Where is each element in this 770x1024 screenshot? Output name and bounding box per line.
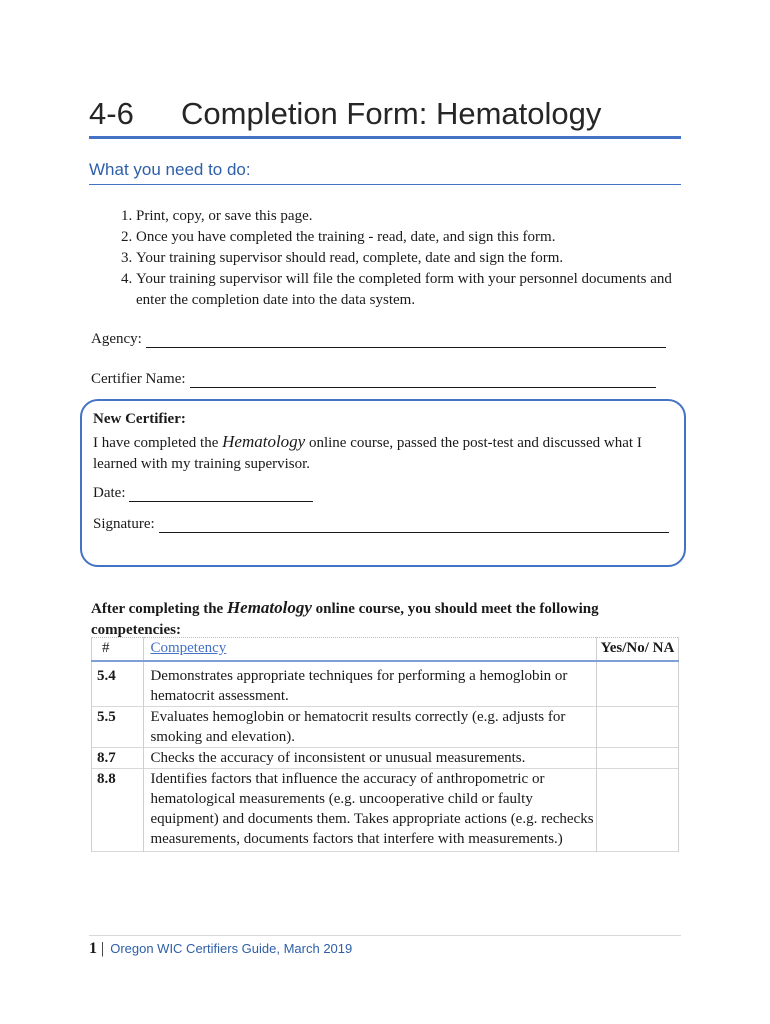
page-number: 1 [89, 940, 97, 957]
row-num: 5.5 [92, 707, 144, 748]
certifier-name-field [91, 371, 656, 388]
competency-table [91, 637, 679, 852]
row-num: 5.4 [92, 661, 144, 707]
row-text: Demonstrates appropriate techniques for performing a hemoglobin or hematocrit assessment. [144, 661, 596, 707]
row-yes-no-cell[interactable] [596, 707, 678, 748]
table-row [92, 748, 679, 769]
row-yes-no-cell[interactable] [596, 748, 678, 769]
subheading: What you need to do: [89, 160, 681, 185]
course-name: Hematology [222, 432, 306, 451]
list-item: 2. Once you have completed the training - read, date, and sign this form. [136, 227, 696, 248]
signature-field [93, 516, 669, 533]
row-yes-no-cell[interactable] [596, 661, 678, 707]
agency-label: Agency: [91, 331, 142, 347]
row-num: 8.7 [92, 748, 144, 769]
page-footer [89, 935, 681, 958]
header-num: # [92, 638, 144, 662]
competencies-heading [91, 597, 651, 641]
list-item: 4. Your training supervisor will file the completed form with your personnel documents and enter the completion date into the data system. [136, 269, 696, 311]
row-num: 8.8 [92, 769, 144, 852]
table-row [92, 707, 679, 748]
section-number: 4-6 [89, 96, 134, 131]
footer-separator: | [101, 940, 105, 957]
agency-field [91, 331, 666, 348]
statement-text-before: I have completed the [93, 435, 219, 451]
row-text: Checks the accuracy of inconsistent or unusual measurements. [144, 748, 596, 769]
signature-input-line[interactable] [159, 518, 669, 533]
date-input-line[interactable] [129, 487, 313, 502]
table-row [92, 769, 679, 852]
date-label: Date: [93, 485, 126, 501]
header-yes-no: Yes/No/ NA [596, 638, 678, 662]
signature-label: Signature: [93, 516, 155, 532]
row-text: Identifies factors that influence the accuracy of anthropometric or hematological measurements (e.g. uncooperative child or faulty equipment) and documents them. Takes appropriate actions (e.g. rechecks measurements, documents factors that interfere with measurements.) [144, 769, 596, 852]
table-header-row [92, 638, 679, 662]
certifier-name-input-line[interactable] [190, 373, 656, 388]
guide-title: Oregon WIC Certifiers Guide, March 2019 [110, 941, 353, 956]
new-certifier-statement [93, 431, 683, 475]
list-item: 1. Print, copy, or save this page. [136, 206, 696, 227]
agency-input-line[interactable] [146, 333, 666, 348]
course-name: Hematology [226, 598, 312, 617]
certifier-name-label: Certifier Name: [91, 371, 186, 387]
instructions-list [110, 206, 696, 311]
new-certifier-title: New Certifier: [93, 411, 186, 427]
list-item: 3. Your training supervisor should read, complete, date and sign the form. [136, 248, 696, 269]
row-yes-no-cell[interactable] [596, 769, 678, 852]
new-certifier-box [80, 399, 686, 567]
title-text: Completion Form: Hematology [181, 96, 602, 131]
table-row [92, 661, 679, 707]
page-title [89, 96, 681, 139]
row-text: Evaluates hemoglobin or hematocrit results correctly (e.g. adjusts for smoking and elevation). [144, 707, 596, 748]
date-field [93, 485, 313, 502]
header-competency: Competency [144, 638, 596, 662]
heading-text-before: After completing the [91, 601, 224, 617]
statement-text-after: online course, passed the post-test and discussed what I learned with my training supervisor. [93, 435, 642, 472]
heading-text-after: online course, you should meet the following competencies: [91, 601, 599, 638]
